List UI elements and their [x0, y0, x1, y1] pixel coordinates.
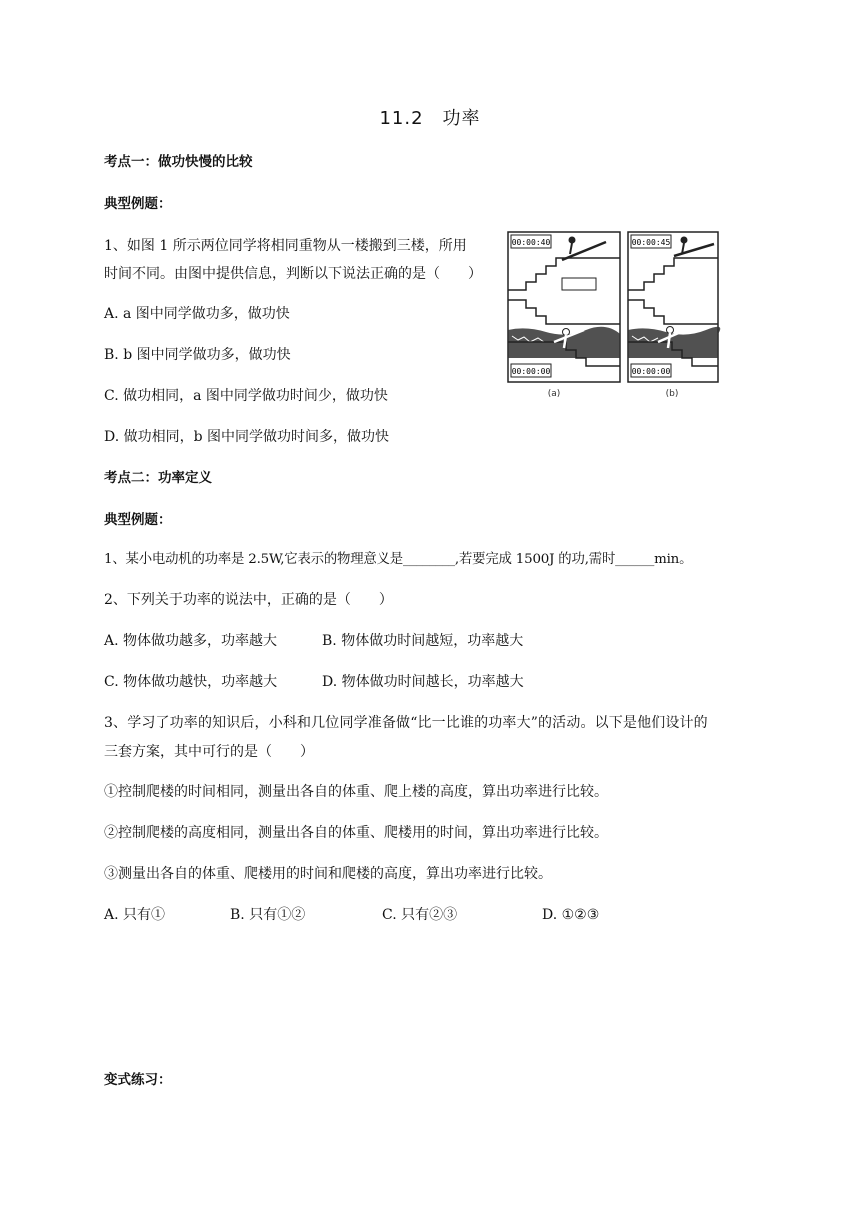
- figure-panel-a: [508, 232, 620, 399]
- s2-q3-option-c: C. 只有②③: [382, 907, 458, 923]
- s2-q3-stem-line2: 三套方案，其中可行的是（ ）: [104, 744, 314, 760]
- s1-q1-option-a: A. a 图中同学做功多，做功快: [104, 306, 290, 322]
- s1-q1-option-b: B. b 图中同学做功多，做功快: [104, 347, 291, 363]
- figure-panel-b: [628, 232, 720, 399]
- s2-q2-option-b: B. 物体做功时间越短，功率越大: [322, 633, 524, 649]
- s2-q3-plan-3: ③测量出各自的体重、爬楼用的时间和爬楼的高度，算出功率进行比较。: [104, 866, 552, 882]
- section2-examples-label: 典型例题：: [104, 512, 172, 528]
- caption-b: (b): [665, 389, 679, 399]
- section1-examples-label: 典型例题：: [104, 196, 172, 212]
- s2-q3-stem-line1: 3、学习了功率的知识后，小科和几位同学准备做“比一比谁的功率大”的活动。以下是他们设计的: [104, 715, 708, 731]
- s2-q1: 1、某小电动机的功率是 2.5W,它表示的物理意义是________,若要完成 1500J 的功,需时______min。: [104, 552, 693, 567]
- timer-bottom-a: 00:00:00: [511, 367, 551, 376]
- timer-bottom-b: 00:00:00: [631, 367, 671, 376]
- section1-heading: 考点一：做功快慢的比较: [104, 154, 253, 170]
- s2-q3-plan-2: ②控制爬楼的高度相同，测量出各自的体重、爬楼用的时间，算出功率进行比较。: [104, 825, 608, 841]
- s2-q2-stem: 2、下列关于功率的说法中，正确的是（ ）: [104, 592, 393, 608]
- timer-top-b: 00:00:45: [631, 238, 671, 247]
- page-title: 11.2 功率: [379, 108, 481, 129]
- s2-q2-option-a: A. 物体做功越多，功率越大: [104, 633, 278, 649]
- s2-q2-option-d: D. 物体做功时间越长，功率越大: [322, 674, 524, 690]
- s2-q2-option-c: C. 物体做功越快，功率越大: [104, 674, 278, 690]
- caption-a: (a): [547, 389, 561, 399]
- section2-heading: 考点二：功率定义: [104, 470, 212, 486]
- stair-climb-figure: [506, 230, 756, 402]
- s2-q3-option-a: A. 只有①: [104, 907, 166, 923]
- s1-q1-option-d: D. 做功相同，b 图中同学做功时间多，做功快: [104, 429, 390, 445]
- s2-q3-option-b: B. 只有①②: [230, 907, 306, 923]
- practice-label: 变式练习：: [104, 1072, 172, 1088]
- timer-top-a: 00:00:40: [511, 238, 551, 247]
- s2-q3-plan-1: ①控制爬楼的时间相同，测量出各自的体重、爬上楼的高度，算出功率进行比较。: [104, 784, 608, 800]
- s1-q1-stem-line1: 1、如图 1 所示两位同学将相同重物从一楼搬到三楼，所用: [104, 238, 467, 254]
- s1-q1-option-c: C. 做功相同，a 图中同学做功时间少，做功快: [104, 388, 388, 404]
- s2-q3-option-d: D. ①②③: [542, 907, 600, 923]
- s1-q1-stem-line2: 时间不同。由图中提供信息，判断以下说法正确的是（ ）: [104, 266, 482, 282]
